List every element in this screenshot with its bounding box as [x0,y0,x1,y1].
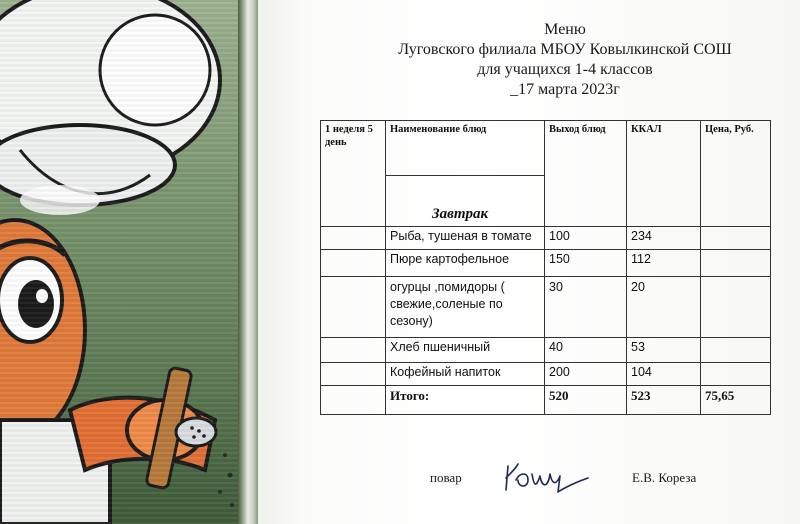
dish-price [701,227,771,250]
menu-sheet [258,0,800,524]
header-school: Луговского филиала МБОУ Ковылкинской СОШ [398,41,732,58]
dish-price [701,363,771,386]
section-cell [386,176,545,227]
table-row [321,227,771,250]
dish-name: Хлеб пшеничный [386,338,545,363]
column-header-output: Выход блюд [545,121,627,227]
menu-table [320,120,771,415]
folder-cover [0,0,246,524]
total-price: 75,65 [701,386,771,415]
column-header-name: Наименование блюд [386,121,545,176]
dish-kcal: 104 [627,363,701,386]
dish-kcal: 53 [627,338,701,363]
cook-role: повар [430,470,462,485]
dish-output: 100 [545,227,627,250]
folder-spine [238,0,260,524]
column-header-week: 1 неделя 5 день [321,121,386,227]
week-cell [321,363,386,386]
cook-name: Е.В. Кореза [632,470,697,485]
table-header-row [321,121,771,176]
dish-output: 30 [545,277,627,338]
cook-signature [502,458,592,498]
column-header-price: Цена, Руб. [701,121,771,227]
week-cell [321,277,386,338]
dish-price [701,338,771,363]
week-cell [321,338,386,363]
dish-kcal: 234 [627,227,701,250]
header-date: _17 марта 2023г [510,81,620,98]
dish-kcal: 20 [627,277,701,338]
table-row [321,277,771,338]
dish-output: 40 [545,338,627,363]
dish-kcal: 112 [627,250,701,277]
section-title: Завтрак [432,206,489,222]
header-title: Меню [544,21,586,38]
menu-header [258,20,800,100]
week-cell [321,386,386,415]
dish-name: Пюре картофельное [386,250,545,277]
chef-illustration [0,0,246,524]
header-audience: для учащихся 1-4 классов [477,61,653,78]
week-cell [321,250,386,277]
dish-name: Рыба, тушеная в томате [386,227,545,250]
total-kcal: 523 [627,386,701,415]
dish-price [701,277,771,338]
week-cell [321,227,386,250]
total-label: Итого: [386,386,545,415]
table-row [321,338,771,363]
total-row [321,386,771,415]
table-row [321,250,771,277]
dish-output: 200 [545,363,627,386]
dish-output: 150 [545,250,627,277]
table-row [321,363,771,386]
column-header-kcal: ККАЛ [627,121,701,227]
dish-name: Кофейный напиток [386,363,545,386]
dish-name: огурцы ,помидоры ( свежие,соленые по сезону) [386,277,545,338]
total-output: 520 [545,386,627,415]
dish-price [701,250,771,277]
